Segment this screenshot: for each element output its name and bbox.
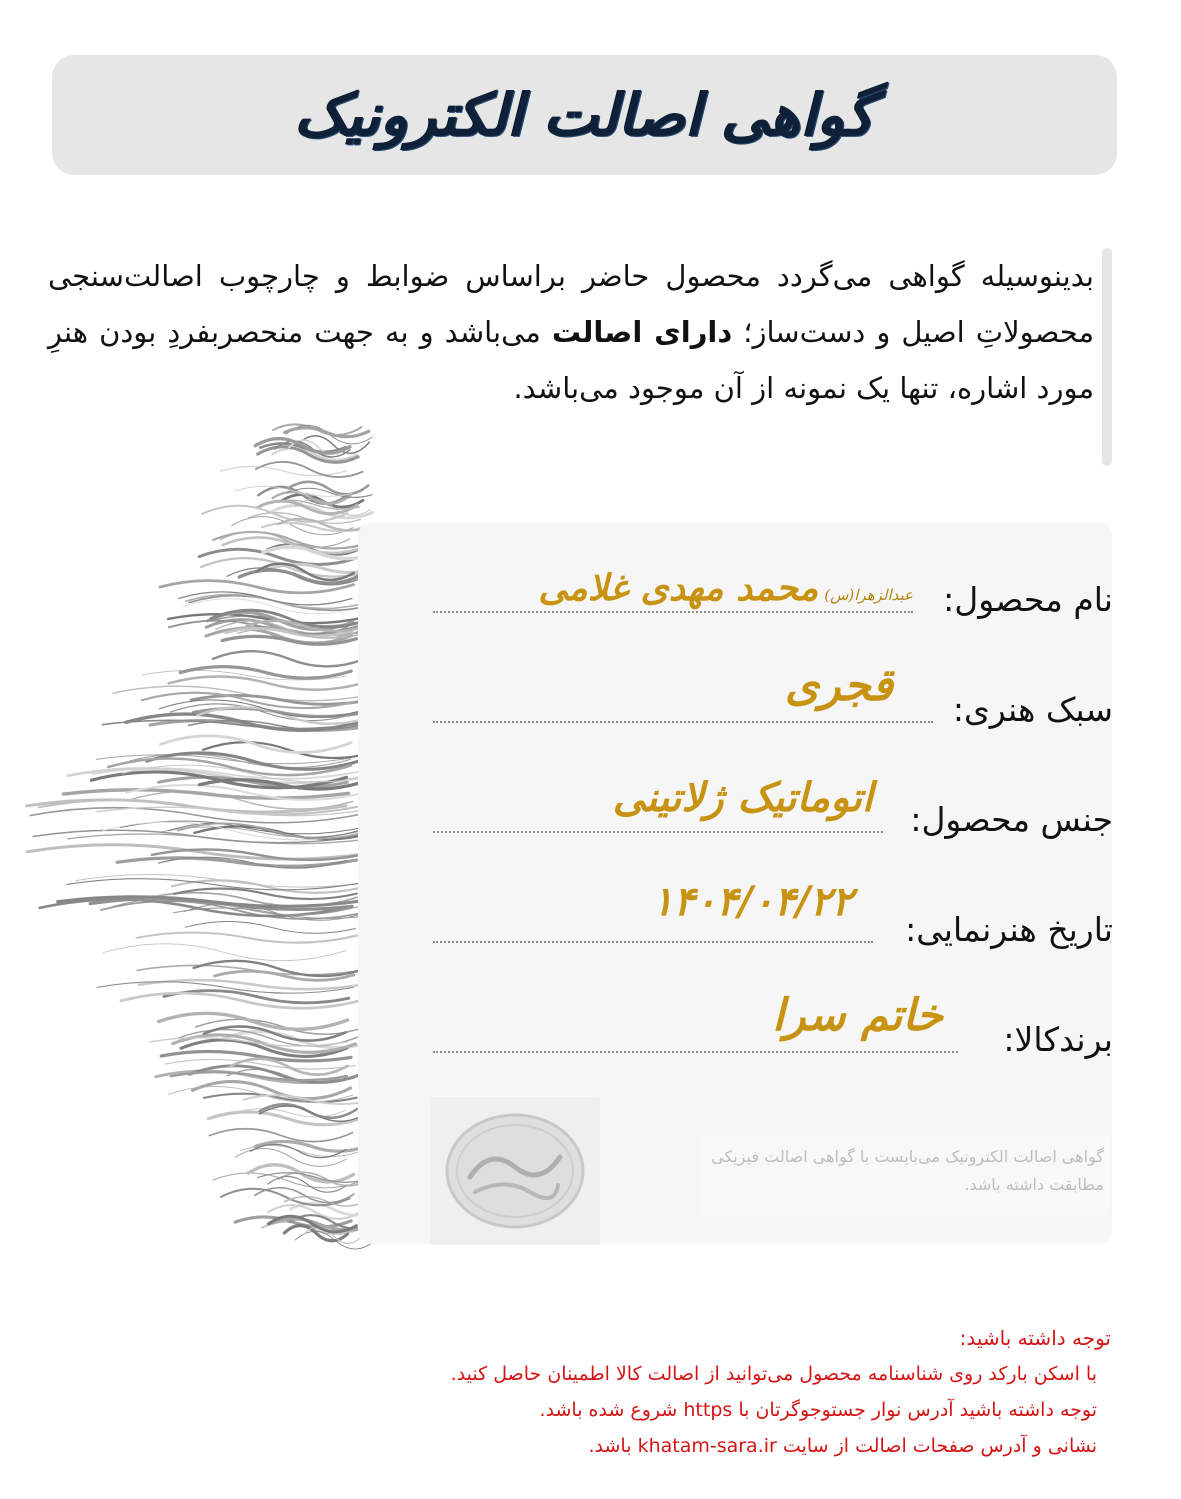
calligraphy-stroke	[256, 462, 363, 477]
dotted-line	[433, 1051, 958, 1053]
field-material	[433, 765, 1113, 845]
statement-text-start: بدینوسیله گواهی می‌گردد محصول حاضر براساس ضوابط و چارچوب اصالت‌سنجی محصولاتِ اصیل و دست‌ساز؛	[48, 259, 1094, 349]
page-title: گواهی اصالت الکترونیک	[294, 81, 875, 149]
field-label: نام محصول:	[943, 580, 1113, 619]
calligraphy-decoration-icon	[15, 420, 395, 1260]
warning-line: توجه داشته باشید آدرس نوار جستوجوگرتان با https شروع شده باشد.	[539, 1399, 1097, 1421]
calligraphy-stroke	[160, 736, 351, 753]
field-label: جنس محصول:	[910, 800, 1113, 839]
intro-accent-bar	[1102, 248, 1112, 466]
artist-seal-icon	[430, 1097, 600, 1245]
field-value-prefix: عبدالزهرا(س)	[824, 586, 913, 604]
calligraphy-stroke	[220, 467, 346, 476]
dotted-line	[433, 721, 933, 723]
field-value: اتوماتیک ژلاتینی	[612, 774, 873, 821]
physical-certificate-note: گواهی اصالت الکترونیک می‌بایست با گواهی اصالت فیزیکی مطابقت داشته باشد.	[700, 1135, 1110, 1215]
calligraphy-stroke	[174, 889, 357, 899]
statement-bold-text: دارای اصالت	[551, 315, 733, 349]
field-art-style	[433, 655, 1113, 735]
field-label: تاریخ هنرنمایی:	[905, 910, 1113, 949]
field-brand	[433, 985, 1113, 1065]
field-label: سبک هنری:	[952, 690, 1113, 729]
field-creation-date	[433, 875, 1113, 955]
field-label: برندکالا:	[1003, 1020, 1113, 1059]
calligraphy-stroke	[63, 790, 348, 798]
statement-text-end: می‌باشد و به جهت منحصربفردِ بودن هنرِ مورد اشاره، تنها یک نمونه از آن موجود می‌باشد.	[48, 315, 1094, 405]
certificate-statement	[48, 248, 1094, 416]
title-banner	[52, 55, 1117, 175]
calligraphy-stroke	[76, 874, 375, 887]
dotted-line	[433, 611, 913, 613]
field-value	[538, 567, 913, 609]
calligraphy-stroke	[137, 933, 359, 943]
warning-line: با اسکن بارکد روی شناسنامه محصول می‌توانید از اصالت کالا اطمینان حاصل کنید.	[450, 1363, 1097, 1385]
warning-section	[211, 1320, 1111, 1464]
field-value: ۱۴۰۴/۰۴/۲۲	[651, 878, 853, 925]
calligraphy-stroke	[103, 944, 346, 961]
calligraphy-stroke	[209, 1112, 367, 1125]
calligraphy-stroke	[213, 651, 365, 666]
field-value-main: محمد مهدی غلامی	[538, 567, 819, 609]
field-value: خاتم سرا	[772, 990, 943, 1041]
calligraphy-stroke	[39, 800, 360, 814]
calligraphy-stroke	[186, 921, 356, 933]
dotted-line	[433, 831, 883, 833]
field-product-name	[433, 545, 1113, 625]
warning-title: توجه داشته باشید:	[959, 1326, 1111, 1350]
calligraphy-stroke	[210, 1129, 353, 1142]
warning-line: نشانی و آدرس صفحات اصالت از سایت khatam-sara.ir باشد.	[588, 1435, 1097, 1457]
field-value: قجری	[784, 660, 893, 711]
dotted-line	[433, 941, 873, 943]
